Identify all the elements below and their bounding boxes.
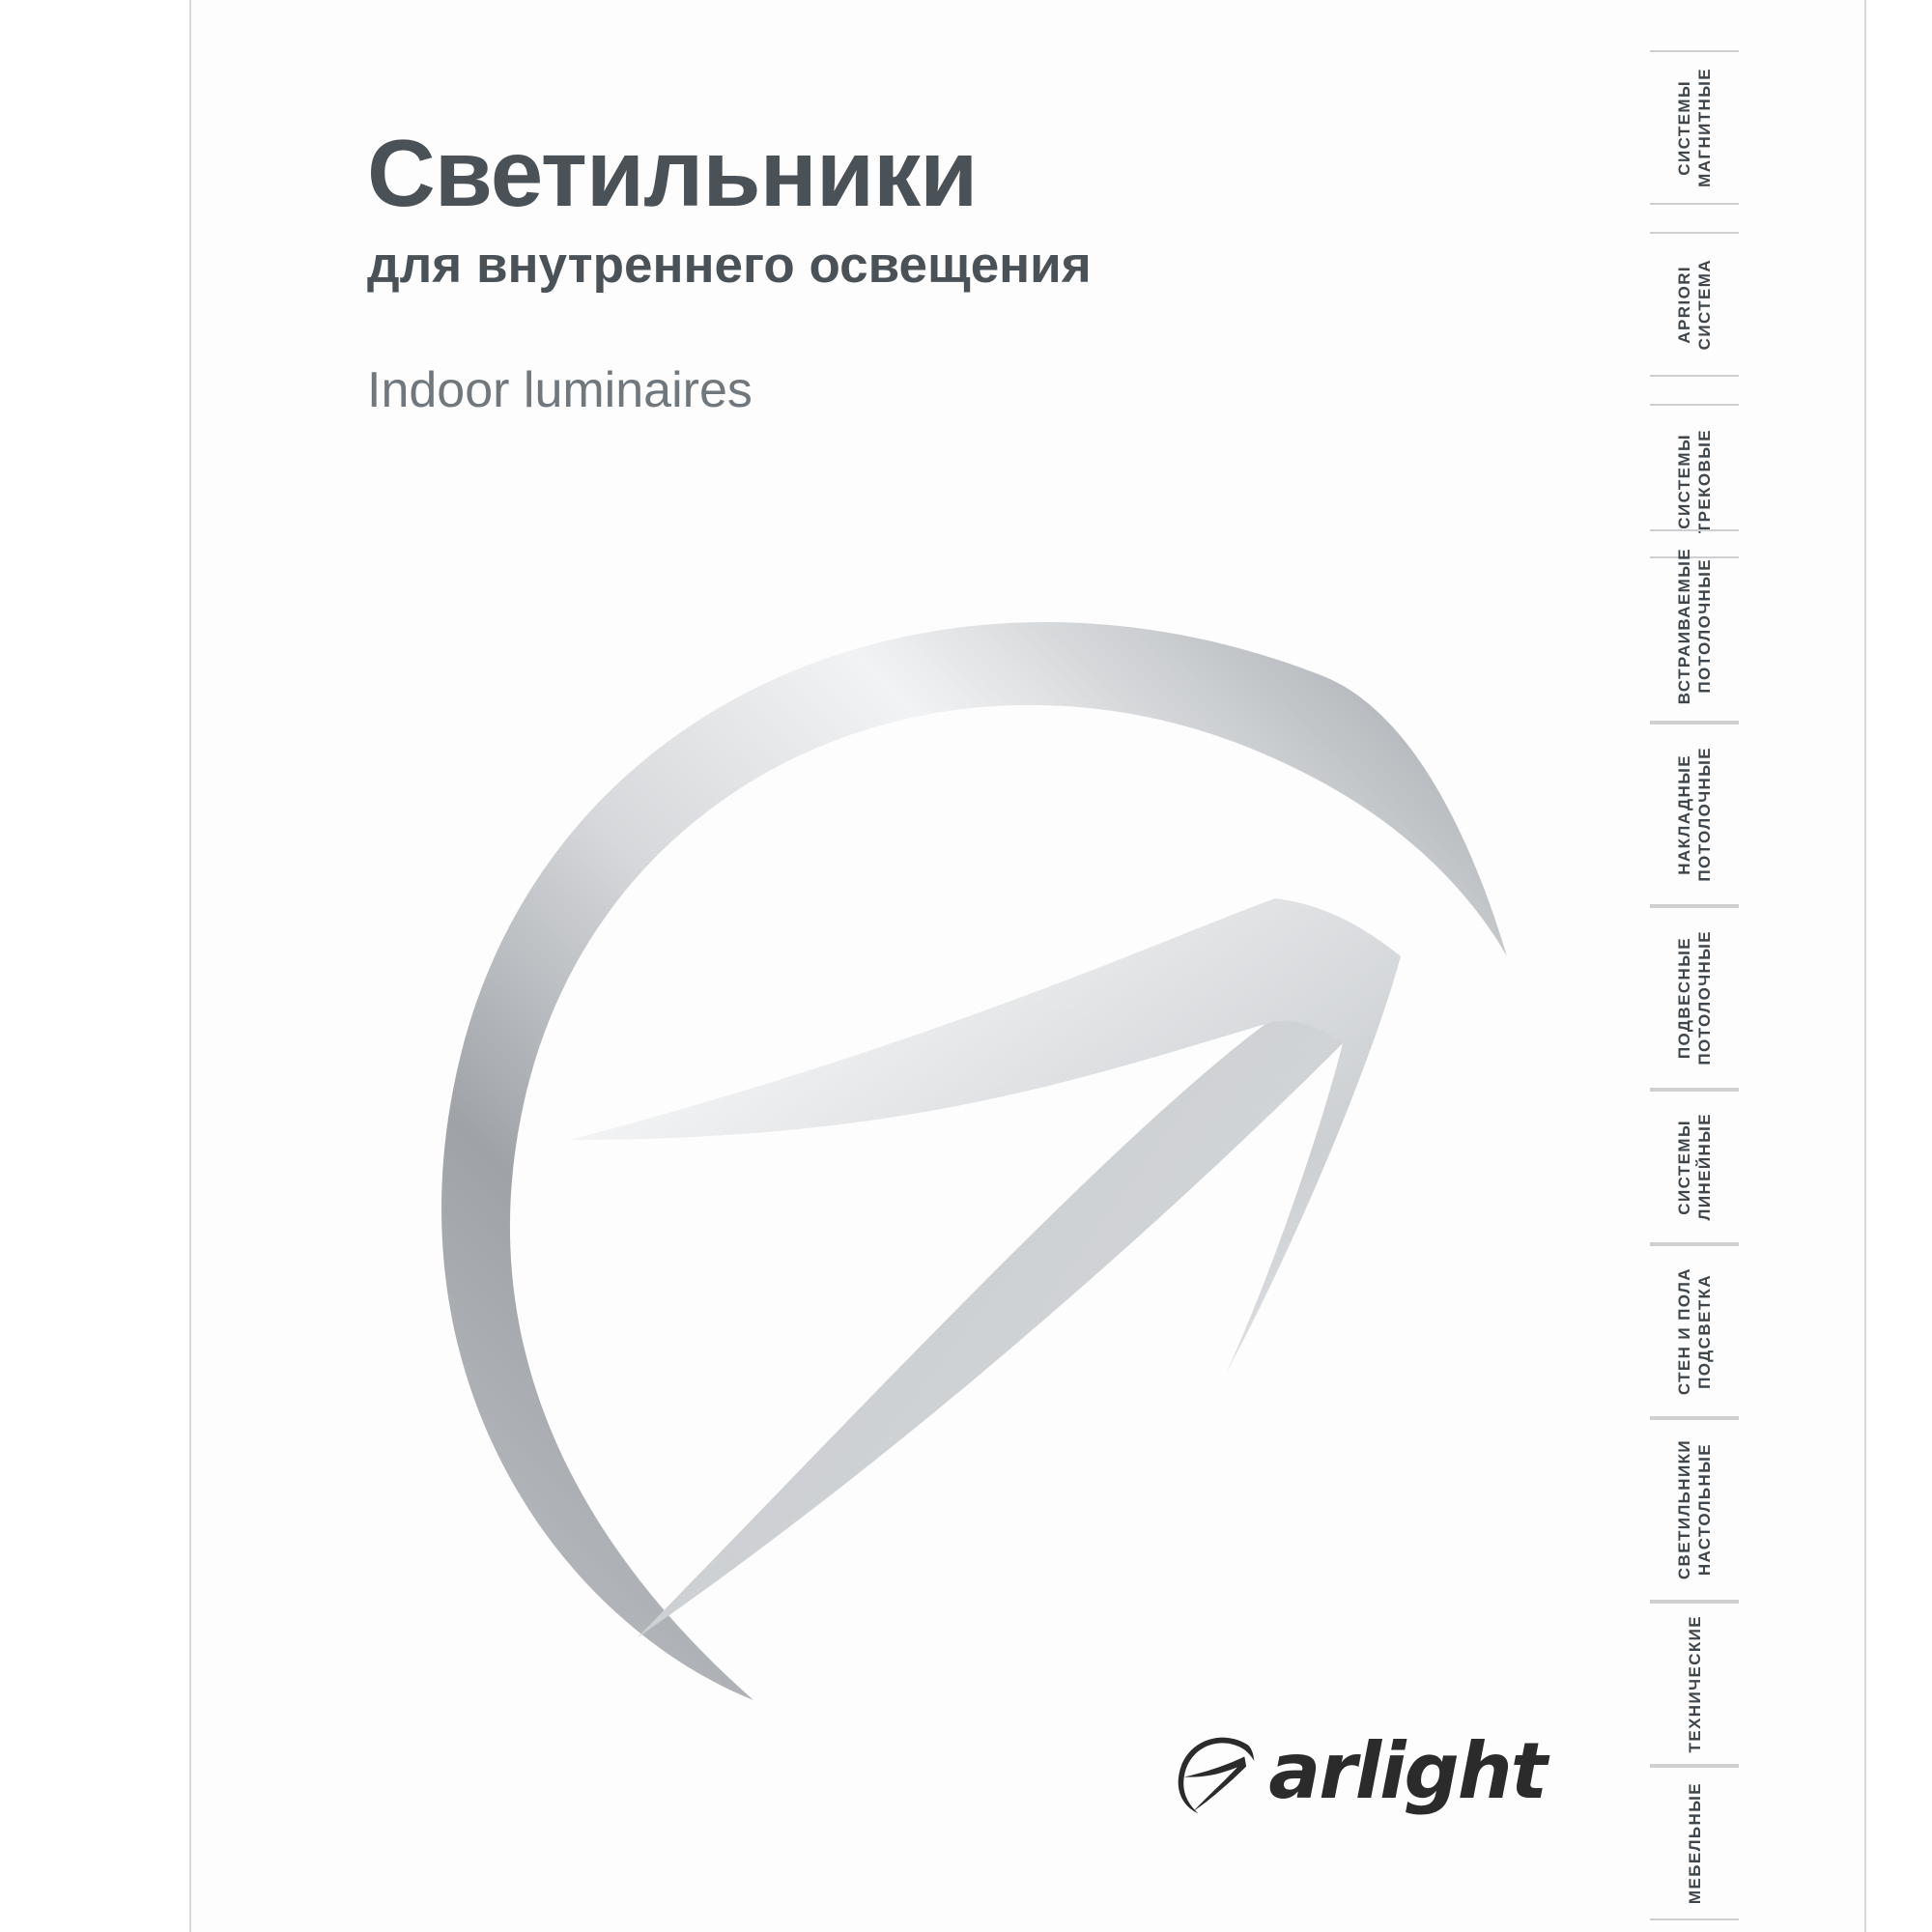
tab-label-line1: МЕБЕЛЬНЫЕ bbox=[1685, 1781, 1704, 1905]
tab-lineynye-sistemy[interactable] bbox=[1650, 1090, 1739, 1244]
tab-label-line1: МАГНИТНЫЕ bbox=[1695, 68, 1714, 187]
tab-potolochnye-vstraivaemye[interactable] bbox=[1650, 529, 1739, 723]
tab-label-line1: ЛИНЕЙНЫЕ bbox=[1695, 1113, 1714, 1221]
page-title-english: Indoor luminaires bbox=[367, 362, 753, 419]
tab-mebelnye[interactable] bbox=[1650, 1766, 1739, 1920]
brand-name: arlight bbox=[1268, 1726, 1546, 1816]
tab-label-line2: ПОДВЕСНЫЕ bbox=[1675, 936, 1693, 1060]
tab-label-line2: СИСТЕМЫ bbox=[1675, 1119, 1693, 1215]
tab-label-line1: ПОТОЛОЧНЫЕ bbox=[1695, 930, 1714, 1065]
tab-label-line1: ПОТОЛОЧНЫЕ bbox=[1695, 747, 1714, 882]
brand-logo bbox=[1170, 1727, 1546, 1816]
tab-label-line2: СТЕН И ПОЛА bbox=[1675, 1266, 1693, 1396]
tab-label-line1: ПОТОЛОЧНЫЕ bbox=[1695, 558, 1714, 694]
tab-potolochnye-nakladnye[interactable] bbox=[1650, 723, 1739, 906]
tab-label-line2: APRIORI bbox=[1675, 265, 1693, 344]
tab-podsvetka-sten-i-pola[interactable] bbox=[1650, 1244, 1739, 1418]
section-index-tabs bbox=[1650, 0, 1739, 1932]
tab-label-line2: СИСТЕМЫ bbox=[1675, 79, 1693, 176]
arlight-swoosh-icon bbox=[1170, 1727, 1259, 1816]
tab-label-line2: СВЕТИЛЬНИКИ bbox=[1675, 1439, 1693, 1580]
tab-tekhnicheskie[interactable] bbox=[1650, 1602, 1739, 1766]
tab-label-line1: НАСТОЛЬНЫЕ bbox=[1695, 1443, 1714, 1577]
tab-label-line1: ТРЕКОВЫЕ bbox=[1695, 428, 1714, 534]
tab-label-line1: ТЕХНИЧЕСКИЕ bbox=[1685, 1614, 1704, 1753]
tab-nastolnye-svetilniki[interactable] bbox=[1650, 1418, 1739, 1602]
tab-sistema-apriori[interactable] bbox=[1650, 232, 1739, 377]
tab-label-line1: ПОДСВЕТКА bbox=[1695, 1273, 1714, 1389]
tab-label-line2: СИСТЕМЫ bbox=[1675, 433, 1693, 529]
tab-label-line1: СИСТЕМА bbox=[1695, 258, 1714, 351]
page-title: Светильники bbox=[367, 120, 978, 226]
arlight-logo-artwork bbox=[319, 502, 1575, 1710]
tab-label-line2: НАКЛАДНЫЕ bbox=[1675, 753, 1693, 875]
tab-label-line2: ВСТРАИВАЕМЫЕ bbox=[1675, 547, 1693, 705]
tab-magnitnye-sistemy[interactable] bbox=[1650, 50, 1739, 205]
title-block bbox=[367, 120, 1333, 419]
page-subtitle: для внутреннего освещения bbox=[367, 237, 1092, 294]
tab-potolochnye-podvesnye[interactable] bbox=[1650, 906, 1739, 1090]
